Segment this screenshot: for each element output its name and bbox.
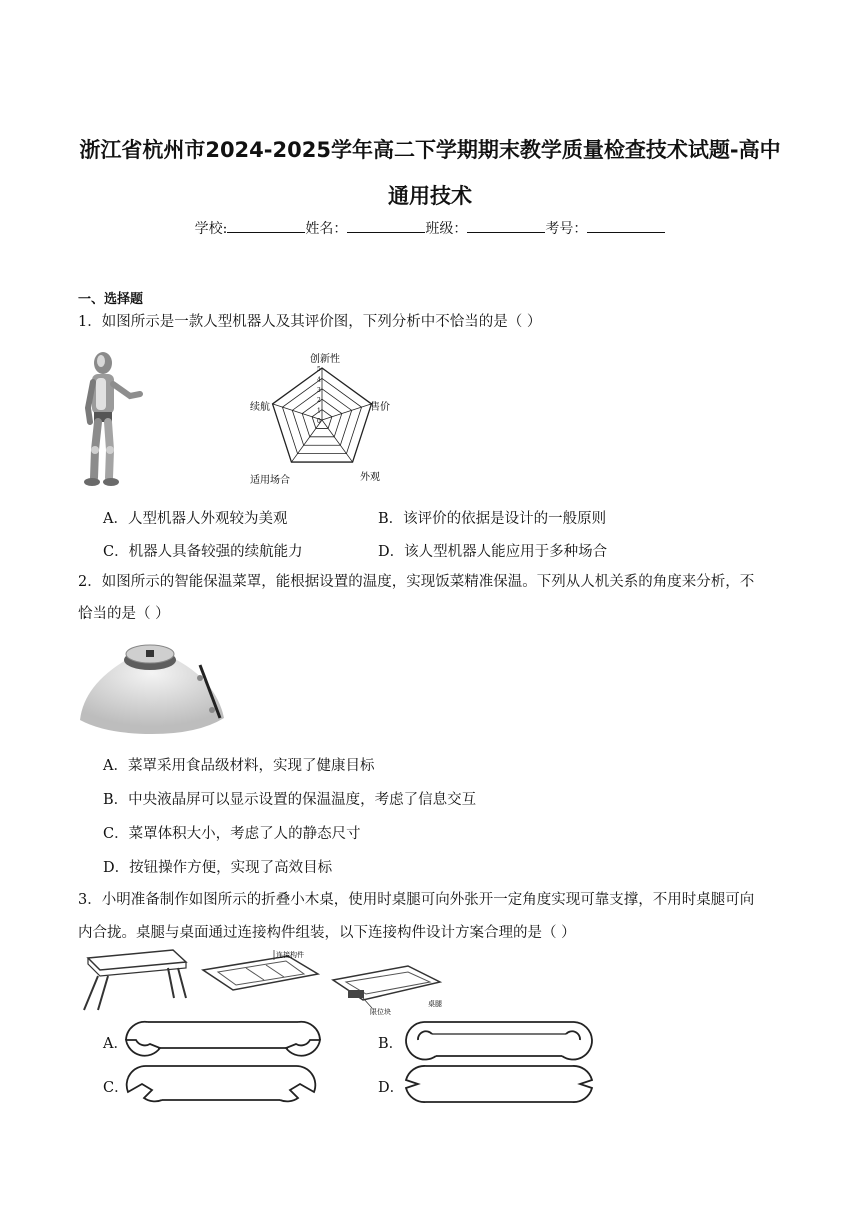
q2-option-a[interactable]: A．菜罩采用食品级材料，实现了健康目标 xyxy=(103,758,375,774)
folding-table-figure xyxy=(78,948,458,1018)
connector-label: 连接构件 xyxy=(276,951,304,959)
q3-option-c-connector[interactable] xyxy=(122,1062,320,1106)
radar-axis-label: 售价 xyxy=(370,402,390,413)
name-blank xyxy=(347,218,425,233)
radar-scale-label: 5 xyxy=(317,366,321,373)
q3-option-a[interactable]: A． xyxy=(103,1036,128,1052)
q3-option-a-connector[interactable] xyxy=(122,1018,324,1062)
q1-option-d[interactable]: D．该人型机器人能应用于多种场合 xyxy=(378,544,608,560)
table-leg-label: 桌腿 xyxy=(428,1000,442,1008)
question-1-stem: 1．如图所示是一款人型机器人及其评价图，下列分析中不恰当的是（ ） xyxy=(78,314,542,330)
student-info-row xyxy=(0,218,860,238)
exam-title-line1: 浙江省杭州市2024-2025学年高二下学期期末教学质量检查技术试题-高中 xyxy=(79,138,781,162)
q2-option-b[interactable]: B．中央液晶屏可以显示设置的保温温度，考虑了信息交互 xyxy=(103,792,477,808)
number-label: 考号： xyxy=(545,221,588,237)
q1-option-c[interactable]: C．机器人具备较强的续航能力 xyxy=(103,544,303,560)
number-blank xyxy=(587,218,665,233)
radar-scale-label: 2 xyxy=(317,397,321,405)
q2-option-c[interactable]: C．菜罩体积大小，考虑了人的静态尺寸 xyxy=(103,826,361,842)
evaluation-radar-chart xyxy=(240,348,390,488)
class-blank xyxy=(467,218,545,233)
q3-option-b-connector[interactable] xyxy=(402,1018,596,1062)
radar-scale-label: 1 xyxy=(317,407,321,415)
exam-title-line2: 通用技术 xyxy=(388,184,472,208)
q2-option-d[interactable]: D．按钮操作方便，实现了高效目标 xyxy=(103,860,333,876)
radar-scale-label: 3 xyxy=(317,386,321,394)
name-label: 姓名： xyxy=(305,221,348,237)
robot-illustration xyxy=(78,350,150,490)
radar-axis-label: 续航 xyxy=(250,402,270,413)
question-2-stem-line1: 2．如图所示的智能保温菜罩，能根据设置的温度，实现饭菜精准保温。下列从人机关系的角度来分析，不 xyxy=(78,574,755,590)
radar-axis-label: 外观 xyxy=(360,472,380,483)
radar-scale-label: 0 xyxy=(317,418,321,425)
q1-option-a[interactable]: A．人型机器人外观较为美观 xyxy=(103,511,288,527)
q3-option-b[interactable]: B． xyxy=(378,1036,404,1052)
class-label: 班级： xyxy=(425,221,468,237)
radar-scale-label: 4 xyxy=(317,376,321,384)
section-title: 一、选择题 xyxy=(78,292,144,307)
q3-option-d-connector[interactable] xyxy=(400,1062,598,1106)
school-blank xyxy=(227,218,305,233)
q1-option-b[interactable]: B．该评价的依据是设计的一般原则 xyxy=(378,511,607,527)
question-2-stem-line2: 恰当的是（ ） xyxy=(78,606,170,622)
limit-block-label: 限位块 xyxy=(370,1008,391,1016)
question-3-stem-line2: 内合拢。桌腿与桌面通过连接构件组装，以下连接构件设计方案合理的是（ ） xyxy=(78,925,576,941)
q3-option-c[interactable]: C． xyxy=(103,1080,129,1096)
food-cover-illustration xyxy=(78,630,228,740)
q3-option-d[interactable]: D． xyxy=(378,1080,405,1096)
school-label: 学校: xyxy=(194,221,228,237)
radar-axis-label: 适用场合 xyxy=(250,475,290,486)
radar-axis-label: 创新性 xyxy=(310,354,340,365)
question-3-stem-line1: 3．小明准备制作如图所示的折叠小木桌，使用时桌腿可向外张开一定角度实现可靠支撑，不用时桌腿可向 xyxy=(78,892,755,908)
